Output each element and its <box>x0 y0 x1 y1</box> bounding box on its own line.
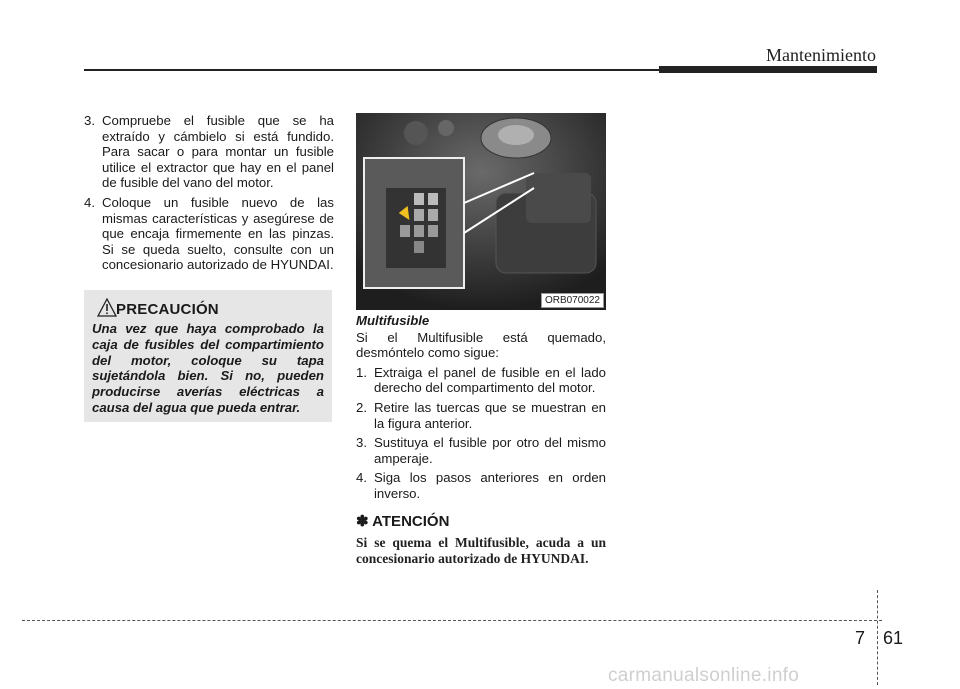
step-number: 3. <box>356 435 367 451</box>
caution-title: PRECAUCIÓN <box>116 301 219 318</box>
header-title: Mantenimiento <box>766 45 876 65</box>
right-column <box>356 313 606 506</box>
step-number: 4. <box>84 194 95 210</box>
list-item <box>356 365 606 396</box>
section-number: 7 <box>855 628 866 648</box>
step-text: Coloque un fusible nuevo de las mismas características y asegúrese de que encaja firmemente en las pinzas. Si se queda suelto, consulte con un concesionario autorizado de HYUNDAI. <box>102 194 334 273</box>
figure-code: ORB070022 <box>541 293 604 308</box>
list-item <box>356 400 606 431</box>
caution-box <box>84 290 332 422</box>
fuse-steps-list <box>84 113 334 273</box>
caution-text: Una vez que haya comprobado la caja de fusibles del compartimiento del motor, coloque su tapa sujetándola bien. Si no, pueden producirse averías eléctricas a causa del agua que pueda entrar. <box>92 321 324 415</box>
step-text: Compruebe el fusible que se ha extraído y cámbielo si está fundido. Para sacar o para montar un fusible utilice el extractor que hay en el panel de fusible del vano del motor. <box>102 113 334 191</box>
header-rule-bold <box>659 66 877 73</box>
left-column <box>84 113 334 277</box>
note-text: Si se quema el Multifusible, acuda a un concesionario autorizado de HYUNDAI. <box>356 535 606 566</box>
multifusible-intro: Si el Multifusible está quemado, desmóntelo como sigue: <box>356 329 606 361</box>
header-rule <box>84 69 659 71</box>
list-item <box>84 195 334 273</box>
step-text: Sustituya el fusible por otro del mismo amperaje. <box>374 435 606 466</box>
fuse-box-illustration <box>356 113 606 310</box>
list-item <box>356 470 606 501</box>
note-title: ✽ ATENCIÓN <box>356 513 450 530</box>
watermark: carmanualsonline.info <box>608 665 800 686</box>
list-item <box>84 113 334 191</box>
warning-triangle-icon <box>97 298 117 317</box>
step-number: 4. <box>356 470 367 486</box>
step-number: 1. <box>356 364 367 380</box>
multifusible-heading: Multifusible <box>356 313 430 328</box>
page-number: 61 <box>883 628 904 648</box>
footer-divider-vertical <box>877 590 878 685</box>
engine-fuse-box-photo <box>356 113 606 310</box>
step-number: 2. <box>356 399 367 415</box>
step-text: Extraiga el panel de fusible en el lado derecho del compartimento del motor. <box>374 364 606 396</box>
multifusible-steps-list <box>356 365 606 502</box>
footer-divider <box>22 620 882 621</box>
step-number: 3. <box>84 113 95 128</box>
step-text: Retire las tuercas que se muestran en la figura anterior. <box>374 399 606 431</box>
step-text: Siga los pasos anteriores en orden inverso. <box>374 470 606 501</box>
list-item <box>356 435 606 466</box>
